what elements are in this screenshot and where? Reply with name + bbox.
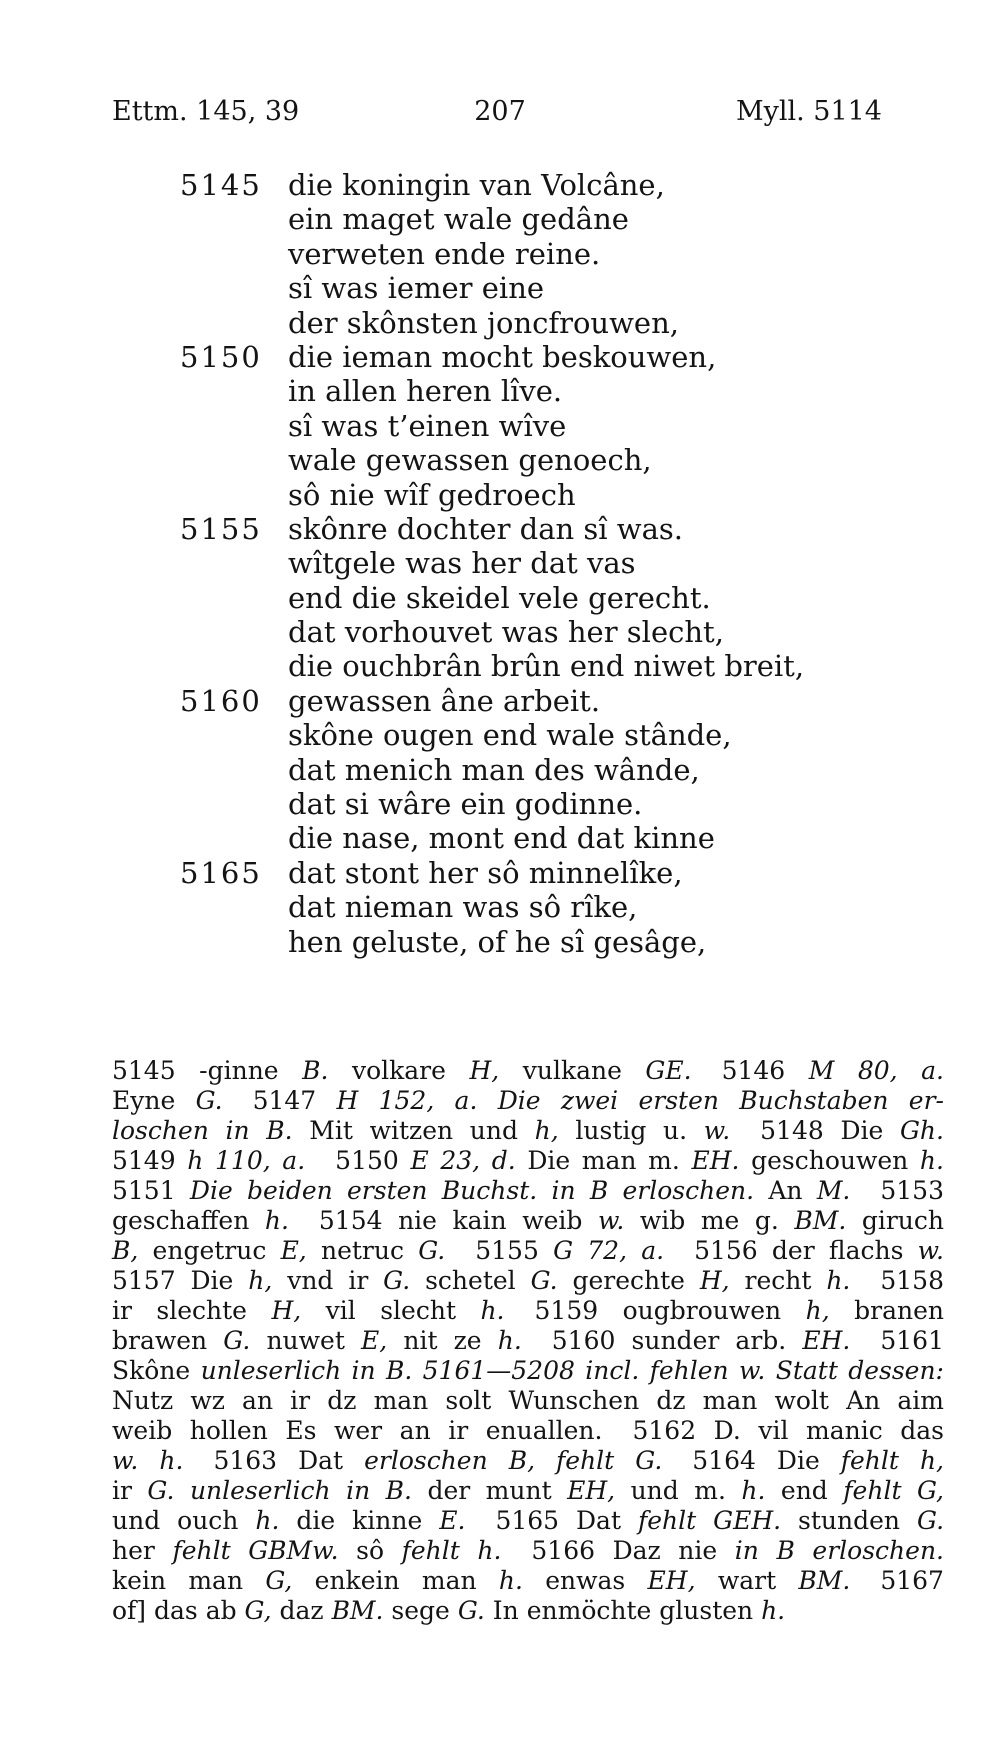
apparatus-line: geschaffen h. 5154 nie kain weib w. wib me g. BM. giruch xyxy=(112,1206,944,1235)
apparatus-line: kein man G, enkein man h. enwas EH, wart BM. 5167 xyxy=(112,1566,944,1595)
verse-line xyxy=(0,409,1000,443)
apparatus-line: Nutz wz an ir dz man solt Wunschen dz man wolt An aim xyxy=(112,1386,944,1415)
verse-line xyxy=(0,237,1000,271)
verse-line xyxy=(0,649,1000,683)
running-header-left: Ettm. 145, 39 xyxy=(112,96,300,127)
verse-line xyxy=(0,890,1000,924)
verse-line xyxy=(0,443,1000,477)
verse-text: dat si wâre ein godinne. xyxy=(288,787,643,822)
apparatus-line: of] das ab G, daz BM. sege G. In enmöchte glusten h. xyxy=(112,1596,786,1625)
verse-block xyxy=(0,168,1000,959)
apparatus-line: ir G. unleserlich in B. der munt EH, und m. h. end fehlt G, xyxy=(112,1476,944,1505)
apparatus-line: her fehlt GBMw. sô fehlt h. 5166 Daz nie in B erloschen. xyxy=(112,1536,944,1565)
verse-line xyxy=(0,856,1000,890)
verse-text: die koningin van Volcâne, xyxy=(288,168,665,202)
verse-line xyxy=(0,271,1000,305)
verse-text: wale gewassen genoech, xyxy=(288,443,652,478)
verse-line-number: 5160 xyxy=(180,683,262,718)
verse-line xyxy=(0,821,1000,855)
verse-text: dat menich man des wânde, xyxy=(288,752,700,787)
verse-line xyxy=(0,202,1000,236)
verse-line xyxy=(0,306,1000,340)
verse-text: sî was iemer eine xyxy=(288,271,545,306)
verse-text: ein maget wale gedâne xyxy=(288,202,629,237)
apparatus-line: loschen in B. Mit witzen und h, lustig u. w. 5148 Die Gh. xyxy=(112,1116,944,1145)
apparatus-line: 5145 -ginne B. volkare H, vulkane GE. 5146 M 80, a. xyxy=(112,1056,944,1085)
verse-text: hen geluste, of he sî gesâge, xyxy=(288,924,707,959)
verse-line xyxy=(0,374,1000,408)
apparatus-line: Skône unleserlich in B. 5161—5208 incl. fehlen w. Statt dessen: xyxy=(112,1356,944,1385)
verse-text: die nase, mont end dat kinne xyxy=(288,821,715,856)
verse-text: skône ougen end wale stânde, xyxy=(288,718,732,753)
apparatus-line: B, engetruc E, netruc G. 5155 G 72, a. 5156 der flachs w. xyxy=(112,1236,945,1265)
verse-line-number: 5165 xyxy=(180,855,262,890)
verse-line xyxy=(0,787,1000,821)
verse-text: verweten ende reine. xyxy=(288,236,601,271)
apparatus-line: weib hollen Es wer an ir enuallen. 5162 D. vil manic das xyxy=(112,1416,944,1445)
verse-line xyxy=(0,168,1000,202)
critical-apparatus xyxy=(112,1056,944,1626)
apparatus-line: w. h. 5163 Dat erloschen B, fehlt G. 5164 Die fehlt h, xyxy=(112,1446,944,1475)
verse-line xyxy=(0,546,1000,580)
apparatus-line: 5157 Die h, vnd ir G. schetel G. gerechte H, recht h. 5158 xyxy=(112,1266,944,1295)
verse-text: die ouchbrân brûn end niwet breit, xyxy=(288,649,805,684)
verse-text: dat vorhouvet was her slecht, xyxy=(288,615,724,650)
page-number: 207 xyxy=(474,96,526,127)
verse-text: die ieman mocht beskouwen, xyxy=(288,339,717,374)
verse-text: wîtgele was her dat vas xyxy=(288,546,636,581)
verse-line xyxy=(0,478,1000,512)
verse-line-number: 5155 xyxy=(180,511,262,546)
verse-text: sî was t’einen wîve xyxy=(288,408,567,443)
apparatus-line: und ouch h. die kinne E. 5165 Dat fehlt GEH. stunden G. xyxy=(112,1506,945,1535)
apparatus-line: 5151 Die beiden ersten Buchst. in B erloschen. An M. 5153 xyxy=(112,1176,944,1205)
verse-line xyxy=(0,753,1000,787)
verse-text: sô nie wîf gedroech xyxy=(288,477,576,512)
verse-text: der skônsten joncfrouwen, xyxy=(288,305,679,340)
verse-line xyxy=(0,718,1000,752)
verse-line xyxy=(0,925,1000,959)
verse-text: dat nieman was sô rîke, xyxy=(288,890,638,925)
verse-line-number: 5150 xyxy=(180,339,262,374)
apparatus-line: 5149 h 110, a. 5150 E 23, d. Die man m. EH. geschouwen h. xyxy=(112,1146,944,1175)
running-header-right: Myll. 5114 xyxy=(735,96,882,127)
verse-line-number: 5145 xyxy=(180,168,262,202)
verse-text: dat stont her sô minnelîke, xyxy=(288,855,683,890)
verse-line xyxy=(0,684,1000,718)
apparatus-line: ir slechte H, vil slecht h. 5159 ougbrouwen h, branen xyxy=(112,1296,945,1325)
verse-line xyxy=(0,615,1000,649)
verse-line xyxy=(0,581,1000,615)
verse-line xyxy=(0,512,1000,546)
apparatus-line: brawen G. nuwet E, nit ze h. 5160 sunder arb. EH. 5161 xyxy=(112,1326,944,1355)
apparatus-line: Eyne G. 5147 H 152, a. Die zwei ersten Buchstaben er- xyxy=(112,1086,945,1115)
verse-text: skônre dochter dan sî was. xyxy=(288,511,684,546)
verse-text: gewassen âne arbeit. xyxy=(288,683,601,718)
verse-line xyxy=(0,340,1000,374)
verse-text: end die skeidel vele gerecht. xyxy=(288,580,711,615)
verse-text: in allen heren lîve. xyxy=(288,374,563,409)
